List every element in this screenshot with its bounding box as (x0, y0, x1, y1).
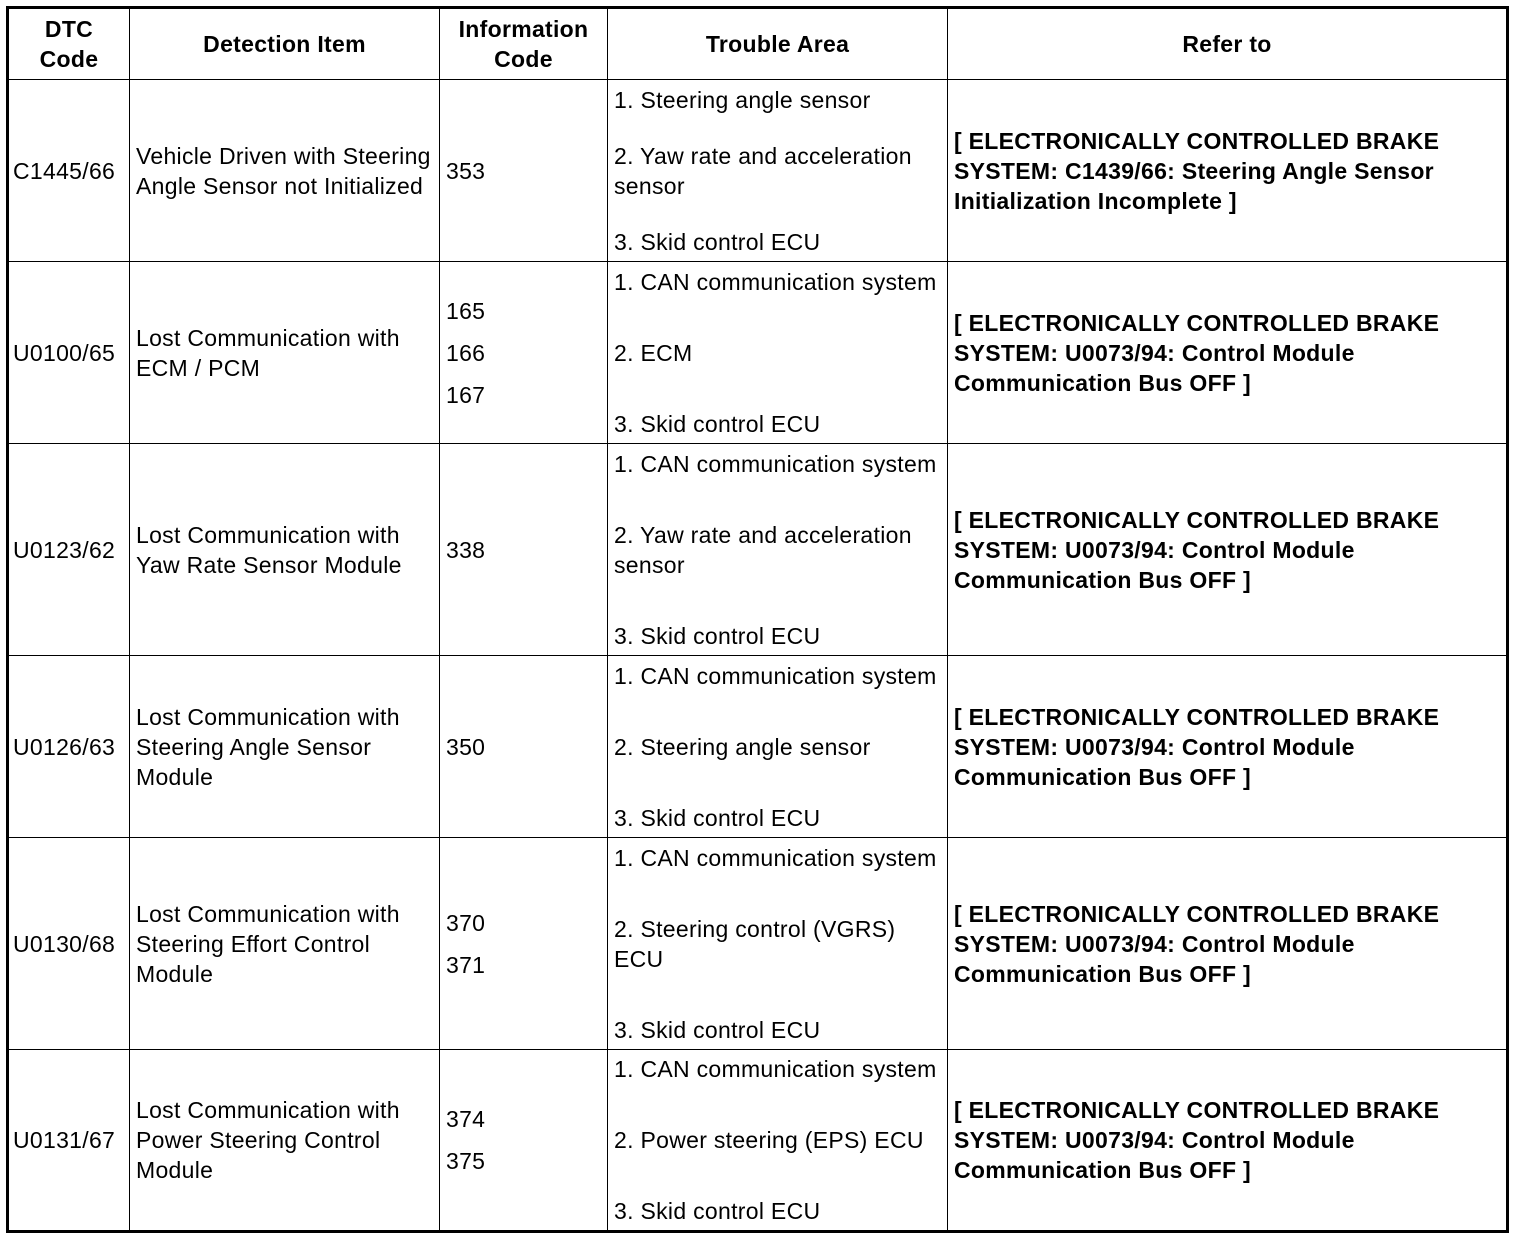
refer-to-link[interactable]: [ ELECTRONICALLY CONTROLLED BRAKE SYSTEM: U0073/94: Control Module Communication Bus OFF ] (948, 444, 1508, 656)
information-code-cell (440, 656, 608, 838)
information-code: 166 (446, 339, 486, 366)
detection-item-cell: Lost Communication with Yaw Rate Sensor Module (130, 444, 440, 656)
dtc-code-cell: U0126/63 (8, 656, 130, 838)
detection-item-cell: Lost Communication with Steering Effort Control Module (130, 838, 440, 1050)
detection-item-cell: Lost Communication with Power Steering Control Module (130, 1050, 440, 1232)
dtc-code-cell: U0123/62 (8, 444, 130, 656)
refer-to-link[interactable]: [ ELECTRONICALLY CONTROLLED BRAKE SYSTEM: U0073/94: Control Module Communication Bus OFF ] (948, 838, 1508, 1050)
information-code-cell (440, 262, 608, 444)
information-code-cell (440, 838, 608, 1050)
dtc-code-cell: U0130/68 (8, 838, 130, 1050)
trouble-area-cell (608, 838, 948, 1050)
information-code: 350 (446, 733, 486, 760)
table-row (8, 80, 1508, 262)
trouble-area-item: 1. CAN communication system (614, 450, 937, 477)
trouble-area-item: 3. Skid control ECU (614, 1198, 821, 1224)
detection-item-cell: Lost Communication with Steering Angle Sensor Module (130, 656, 440, 838)
refer-to-link[interactable]: [ ELECTRONICALLY CONTROLLED BRAKE SYSTEM: U0073/94: Control Module Communication Bus OFF ] (948, 1050, 1508, 1232)
table-body (8, 80, 1508, 1232)
information-code: 167 (446, 381, 486, 408)
information-code: 165 (446, 297, 486, 324)
trouble-area-item: 2. ECM (614, 339, 693, 366)
refer-to-link[interactable]: [ ELECTRONICALLY CONTROLLED BRAKE SYSTEM: U0073/94: Control Module Communication Bus OFF ] (948, 656, 1508, 838)
information-code-cell (440, 80, 608, 262)
table-header (8, 8, 1508, 80)
trouble-area-item: 2. Yaw rate and acceleration sensor (614, 142, 912, 199)
header-dtc-code: DTC Code (8, 8, 130, 80)
information-code-cell (440, 1050, 608, 1232)
trouble-area-cell (608, 444, 948, 656)
trouble-area-item: 1. CAN communication system (614, 268, 937, 295)
information-code: 353 (446, 157, 486, 184)
trouble-area-item: 3. Skid control ECU (614, 622, 821, 649)
header-detection-item: Detection Item (130, 8, 440, 80)
trouble-area-cell (608, 656, 948, 838)
trouble-area-item: 2. Yaw rate and acceleration sensor (614, 521, 912, 578)
trouble-area-cell (608, 262, 948, 444)
information-code-cell (440, 444, 608, 656)
information-code: 338 (446, 536, 486, 563)
trouble-area-item: 3. Skid control ECU (614, 228, 821, 255)
detection-item-cell: Vehicle Driven with Steering Angle Sensor not Initialized (130, 80, 440, 262)
trouble-area-item: 1. Steering angle sensor (614, 86, 871, 113)
trouble-area-cell (608, 1050, 948, 1232)
information-code: 375 (446, 1148, 486, 1174)
dtc-code-cell: U0100/65 (8, 262, 130, 444)
trouble-area-item: 2. Steering angle sensor (614, 733, 871, 760)
trouble-area-item: 3. Skid control ECU (614, 410, 821, 437)
refer-to-link[interactable]: [ ELECTRONICALLY CONTROLLED BRAKE SYSTEM: U0073/94: Control Module Communication Bus OFF ] (948, 262, 1508, 444)
table-row (8, 1050, 1508, 1232)
header-refer-to: Refer to (948, 8, 1508, 80)
detection-item-cell: Lost Communication with ECM / PCM (130, 262, 440, 444)
table-row (8, 262, 1508, 444)
header-row (8, 8, 1508, 80)
trouble-area-item: 3. Skid control ECU (614, 804, 821, 831)
table-row (8, 444, 1508, 656)
dtc-code-cell: C1445/66 (8, 80, 130, 262)
table-row (8, 656, 1508, 838)
information-code: 371 (446, 951, 486, 978)
dtc-table (6, 6, 1509, 1233)
header-information-code: Information Code (440, 8, 608, 80)
table-row (8, 838, 1508, 1050)
header-trouble-area: Trouble Area (608, 8, 948, 80)
trouble-area-item: 3. Skid control ECU (614, 1016, 821, 1043)
trouble-area-item: 1. CAN communication system (614, 1056, 937, 1082)
trouble-area-item: 2. Power steering (EPS) ECU (614, 1127, 924, 1153)
information-code: 370 (446, 909, 486, 936)
trouble-area-item: 2. Steering control (VGRS) ECU (614, 915, 896, 972)
dtc-code-cell: U0131/67 (8, 1050, 130, 1232)
trouble-area-item: 1. CAN communication system (614, 844, 937, 871)
trouble-area-item: 1. CAN communication system (614, 662, 937, 689)
information-code: 374 (446, 1106, 486, 1132)
trouble-area-cell (608, 80, 948, 262)
refer-to-link[interactable]: [ ELECTRONICALLY CONTROLLED BRAKE SYSTEM: C1439/66: Steering Angle Sensor Initialization Incomplete ] (948, 80, 1508, 262)
